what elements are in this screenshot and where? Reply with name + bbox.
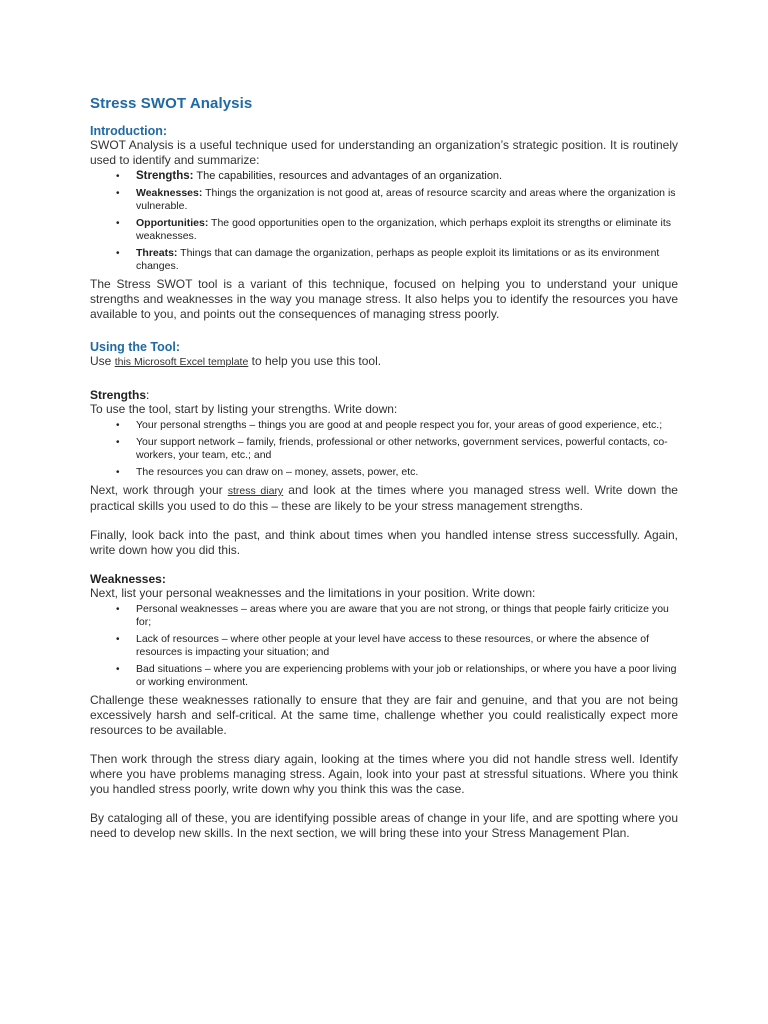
stress-swot-paragraph: The Stress SWOT tool is a variant of this technique, focused on helping you to understand your unique strengths and weaknesses in the way you manage stress. It also helps you to identify the resources you have available to you, and points out the consequences of managing stress poorly.: [90, 277, 678, 321]
list-item: • Lack of resources – where other people at your level have access to these resources, or where the absence of resources is impacting your situation; and: [116, 633, 650, 658]
intro-paragraph: SWOT Analysis is a useful technique used for understanding an organization’s strategic position. It is routinely used to identify and summarize:: [90, 138, 678, 167]
bullet-icon: •: [116, 171, 120, 182]
excel-template-link[interactable]: this Microsoft Excel template: [114, 356, 249, 368]
stress-diary-link[interactable]: stress diary: [227, 485, 284, 497]
list-item-weaknesses: [116, 187, 678, 213]
stress-diary-paragraph: Next, work through your stress diary and look at the times where you managed stress well. Write down the practical skills you used to do this – these are likely to be your stress management strengths.: [90, 483, 678, 513]
list-item: • Your personal strengths – things you are good at and people respect you for, your areas of good experience, etc.;: [116, 419, 663, 431]
definition-opportunities: The good opportunities open to the organization, which perhaps exploit its strengths or eliminate its weaknesses.: [136, 217, 671, 242]
term-opportunities: Opportunities:: [136, 217, 209, 229]
list-item-opportunities: [116, 217, 678, 243]
bullet-icon: •: [116, 467, 120, 478]
strengths-list: [90, 419, 678, 479]
bullet-icon: •: [116, 420, 120, 431]
strengths-heading: Strengths:: [90, 388, 150, 402]
strengths-intro-paragraph: To use the tool, start by listing your strengths. Write down:: [90, 402, 398, 416]
weaknesses-list: [90, 603, 678, 689]
term-threats: Threats:: [136, 247, 178, 259]
challenge-weaknesses-paragraph: Challenge these weaknesses rationally to ensure that they are fair and genuine, and that you are not being excessively harsh and self-critical. At the same time, challenge whether you could realistically expect more resources to be available.: [90, 693, 678, 737]
list-item: • Bad situations – where you are experiencing problems with your job or relationships, or where you have a poor living or working environment.: [116, 663, 677, 688]
stress-diary-again-paragraph: Then work through the stress diary again, looking at the times where you did not handle stress well. Identify where you have problems managing stress. Again, look into your past at stressful situations. Where you think you handled stress poorly, write down why you think this was the case.: [90, 752, 678, 796]
list-item: • The resources you can draw on – money, assets, power, etc.: [116, 466, 419, 478]
definition-weaknesses: Things the organization is not good at, areas of resource scarcity and areas where the organization is vulnerable.: [136, 187, 676, 212]
using-the-tool-heading: Using the Tool:: [90, 340, 181, 354]
bullet-icon: •: [116, 218, 120, 229]
document-page: [90, 95, 678, 841]
term-strengths: Strengths:: [136, 170, 194, 182]
term-weaknesses: Weaknesses:: [136, 187, 203, 199]
bullet-icon: •: [116, 604, 120, 615]
bullet-icon: •: [116, 664, 120, 675]
page-title: Stress SWOT Analysis: [90, 95, 253, 112]
list-item: • Personal weaknesses – areas where you are aware that you are not strong, or things that people fairly criticize you for;: [116, 603, 669, 628]
bullet-icon: •: [116, 248, 120, 259]
bullet-icon: •: [116, 437, 120, 448]
weaknesses-heading: Weaknesses:: [90, 572, 166, 586]
weaknesses-intro-paragraph: Next, list your personal weaknesses and the limitations in your position. Write down:: [90, 586, 536, 600]
past-strengths-paragraph: Finally, look back into the past, and think about times when you handled intense stress successfully. Again, write down how you did this.: [90, 528, 678, 557]
list-item-threats: [116, 247, 678, 273]
definition-strengths: The capabilities, resources and advantages of an organization.: [193, 170, 503, 182]
list-item: • Your support network – family, friends, professional or other networks, government services, powerful contacts, co-workers, your team, etc.; and: [116, 436, 668, 461]
swot-list: [90, 170, 678, 273]
introduction-heading: Introduction:: [90, 124, 168, 138]
cataloging-paragraph: By cataloging all of these, you are identifying possible areas of change in your life, and are spotting where you need to develop new skills. In the next section, we will bring these into your Stress Management Plan.: [90, 811, 678, 840]
bullet-icon: •: [116, 188, 120, 199]
bullet-icon: •: [116, 634, 120, 645]
list-item-strengths: [116, 170, 678, 183]
definition-threats: Things that can damage the organization, perhaps as people exploit its limitations or as its environment changes.: [136, 247, 660, 272]
using-the-tool-paragraph: Use this Microsoft Excel template to help you use this tool.: [90, 354, 382, 368]
